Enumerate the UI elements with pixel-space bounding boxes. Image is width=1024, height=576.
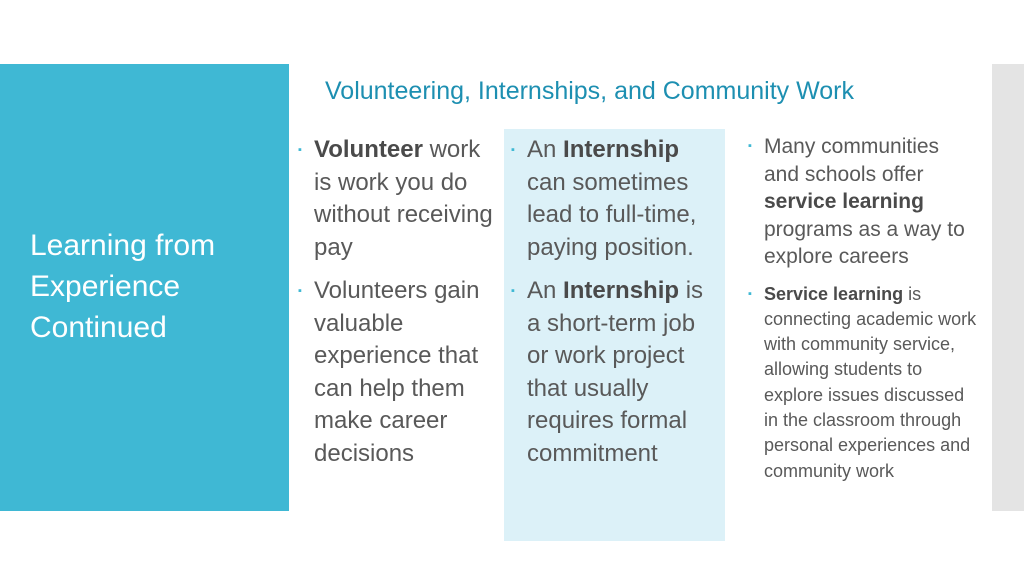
bullet-icon: ▪: [511, 144, 515, 156]
bullet-text: programs as a way to explore careers: [764, 217, 965, 268]
bullet-icon: ▪: [511, 285, 515, 297]
bullet-text: work is work you do without receiving pay: [314, 136, 493, 261]
bullet-internship-definition: [511, 275, 723, 470]
bullet-volunteer-benefit: [298, 275, 503, 470]
bullet-prefix: Many communities and schools offer: [764, 135, 940, 186]
bullet-text: can sometimes lead to full-time, paying position.: [527, 168, 697, 261]
bold-term: Volunteer: [314, 136, 423, 163]
bullet-prefix: An: [527, 277, 564, 304]
bullet-service-learning-definition: [748, 282, 978, 484]
bold-term: Service learning: [764, 283, 904, 304]
bullet-text: Volunteers gain valuable experience that can help them make career decisions: [314, 277, 480, 467]
bullet-internship-outcome: [511, 134, 723, 264]
column-internship: [511, 134, 723, 470]
bullet-service-learning-offer: [748, 133, 978, 271]
slide-title: Learning from Experience Continued: [30, 229, 216, 344]
bullet-icon: ▪: [298, 144, 302, 156]
bullet-text: is a short-term job or work project that usually requires formal commitment: [527, 277, 704, 467]
bold-term: Internship: [563, 136, 680, 163]
bullet-text: is connecting academic work with community service, allowing students to explore issues discussed in the classroom through personal experiences and community work: [764, 283, 977, 481]
slide-subtitle: Volunteering, Internships, and Community Work: [325, 77, 854, 105]
bold-term: Internship: [563, 277, 680, 304]
column-service-learning: [748, 133, 978, 484]
bullet-volunteer-definition: [298, 134, 503, 264]
bullet-icon: ▪: [748, 140, 752, 152]
right-strip: [992, 64, 1024, 511]
bullet-prefix: An: [527, 136, 564, 163]
bold-term: service learning: [764, 190, 924, 213]
bullet-icon: ▪: [298, 285, 302, 297]
column-volunteer: [298, 134, 503, 470]
bullet-icon: ▪: [748, 287, 752, 300]
